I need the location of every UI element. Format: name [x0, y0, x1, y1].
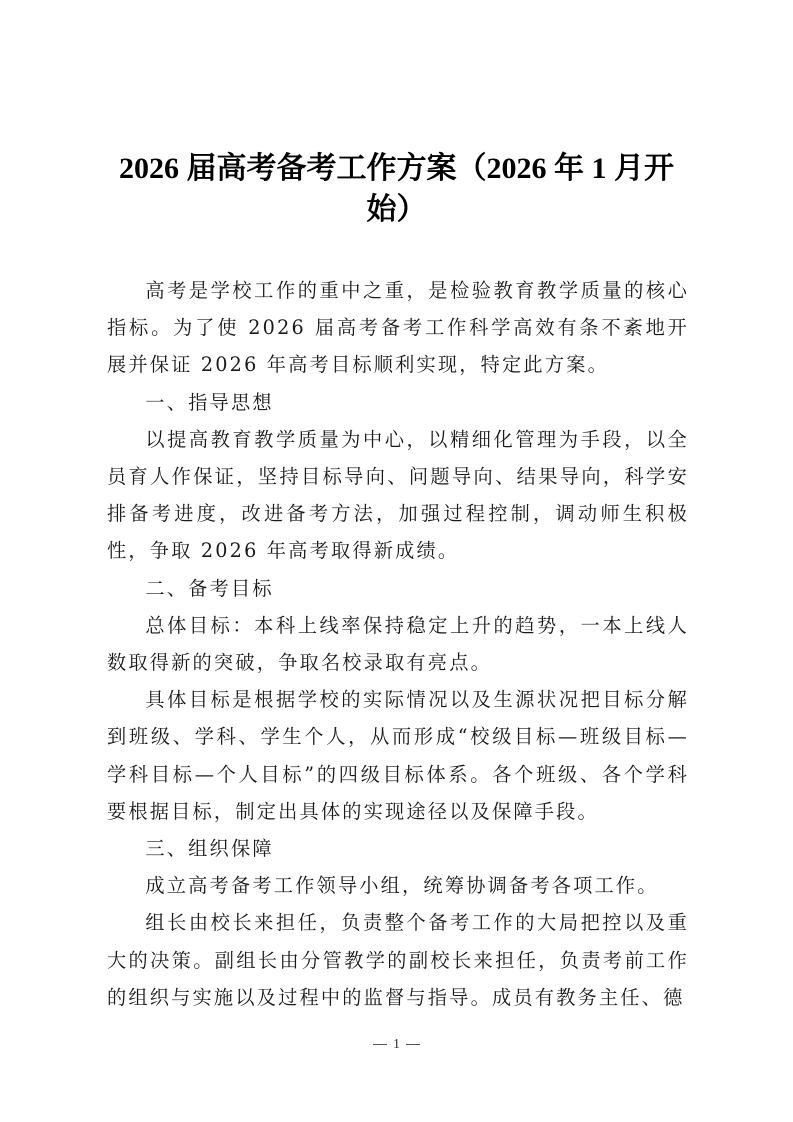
title-line-2: 始）	[366, 193, 427, 226]
section-heading-targets: 二、备考目标	[145, 576, 274, 600]
specific-target-paragraph: 具体目标是根据学校的实际情况以及生源状况把目标分解到班级、学科、学生个人，从而形成“校级目标—班级目标—学科目标—个人目标”的四级目标体系。各个班级、各个学科要根据目标，制定出具体的实现途径以及保障手段。	[107, 688, 689, 823]
dash-right	[406, 1044, 420, 1045]
page-number: 1	[393, 1037, 400, 1052]
dash-left	[373, 1044, 387, 1045]
overall-target-paragraph: 总体目标：本科上线率保持稳定上升的趋势，一本上线人数取得新的突破，争取名校录取有亮点。	[107, 613, 689, 675]
guiding-ideology-paragraph: 以提高教育教学质量为中心，以精细化管理为手段，以全员育人作保证，坚持目标导向、问题导向、结果导向，科学安排备考进度，改进备考方法，加强过程控制，调动师生积极性，争取 2026 年高考取得新成绩。	[107, 427, 689, 563]
intro-paragraph: 高考是学校工作的重中之重，是检验教育教学质量的核心指标。为了使 2026 届高考备考工作科学高效有条不紊地开展并保证 2026 年高考目标顺利实现，特定此方案。	[107, 279, 689, 377]
section-heading-guiding-ideology: 一、指导思想	[145, 390, 274, 414]
document-title	[96, 148, 697, 230]
page-footer	[0, 1037, 793, 1053]
title-line-1: 2026 届高考备考工作方案（2026 年 1 月开	[119, 152, 674, 185]
organization-paragraph-2: 组长由校长来担任，负责整个备考工作的大局把控以及重大的决策。副组长由分管教学的副校长来担任，负责考前工作的组织与实施以及过程中的监督与指导。成员有教务主任、德	[107, 911, 689, 1009]
section-heading-organization: 三、组织保障	[145, 837, 274, 861]
document-body	[107, 272, 689, 1016]
organization-paragraph-1: 成立高考备考工作领导小组，统筹协调备考各项工作。	[145, 874, 659, 898]
